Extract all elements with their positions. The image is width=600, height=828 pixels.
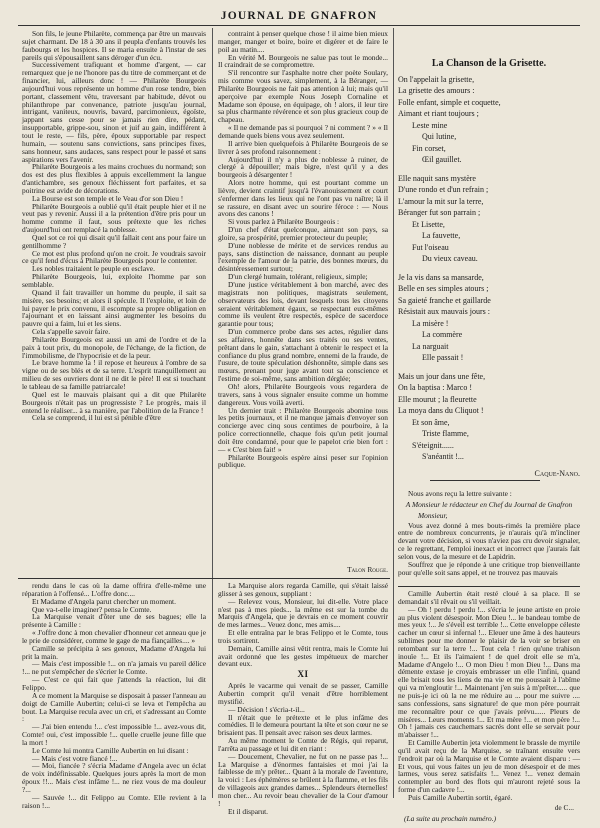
article-paragraph: « Il ne demande pas si pourquoi ? ni comment ? » « Il demande quels biens vous avez seulement.	[218, 123, 388, 140]
feuilleton-column-2-part-2	[218, 682, 388, 815]
article-paragraph: D'une noblesse de mérite et de services rendus au pays, sans distinction de naissance, donnant au peuple l'exemple de l'amour de la patrie, des bonnes mœurs, du désintéressement surtout;	[218, 240, 388, 274]
feuilleton-paragraph: Il n'était que le prétexte et le plus infâme des comédies. Il le demeura pourtant la tête et son cœur ne se brisaient pas. Il pensait avec raison ses deux larmes.	[218, 712, 388, 738]
letter-paragraph: Souffrez que je réponde à une critique trop bienveillante pour qu'elle soit sans appel, et ne trouvez pas mauvais	[398, 559, 580, 577]
poem-line: Folle enfant, simple et coquette,	[398, 97, 501, 107]
feuilleton-paragraph: Et Camille Aubertin jeta violemment le brassle de myrtile qu'il avait reçu de la Marquise, se traînant ensuite vers l'endroit par où la Marquise et le Comte avaient disparu : — Et vous, qui vous faites un jeu de mon désespoir et de mes larmes, vous serez satisfaits !... Venez !... venez demain contempler au bord des flots qui m'auront rejeté sous la forme d'un cadavre !...	[398, 738, 580, 795]
poem-line: On la baptisa : Marco !	[398, 383, 472, 393]
poem-line: Du vieux caveau.	[422, 254, 478, 264]
article-paragraph: D'un commerce probe dans ses actes, régulier dans ses affaires, honnête dans ses traités ou ses ventes, prêtant dans le gain, s'attachant à obtenir le respect et la confiance du plus grand nombre, ennemi de la fraude, de l'usure, de toute spéculation déshonnête, simple dans ses mœurs, prenant pour juge avant tout sa conscience et l'estime de soi-même, sans ambition dérglée;	[218, 327, 388, 384]
feuilleton-paragraph: La Marquise venait d'ôter une de ses bagues; elle la présente à Camille :	[22, 612, 206, 630]
feuilleton-paragraph: rendu dans le cas où la dame offrira d'elle-même une réparation à l'offensé... L'offre donc....	[22, 581, 206, 598]
column-2-article	[218, 30, 388, 566]
poem-line: Fin corset,	[412, 143, 446, 153]
article-paragraph: Successivement trafiquant et homme d'argent, — car remarquez que je ne l'honore pas du titre de commerçant et de financier, lui, ailleurs donc ! — Philarète Bourgeois aujourd'hui vous représente un homme d'un rose tendre, bien portant, classement vêtu, traversant par habitude, dévot ou philanthrope par convenance, patriote jusqu'au journal, intrigant, vaniteux, nouvris, bavard, parcimonieux, égoïste, jappant sans cesse pour se jamais rien dire, pédant, insupportable, grippe-sou, sinon et juif au gain, indifférent à tout le reste, — fils, père, époux supportable par respect humain, — soutenu sans convictions, sans principes fixes, sans honneur, sans audaces, sans respect pour le passé et sans aspirations vers l'avenir.	[22, 60, 206, 164]
column-1-article	[22, 30, 206, 574]
feuilleton-paragraph: — Moi, fiancée ? s'écria Madame d'Angela avec un éclat de voix indéfinissable. Quelques jours après la mort de mon époux !!... Mais c'est infâme !... ne riez vous de ma douleur ?...	[22, 761, 206, 794]
feuilleton-paragraph: Et Madame d'Angela parut chercher un moment.	[32, 596, 176, 606]
chapter-heading: XI	[297, 669, 309, 680]
poem-line: Belle en ses simples atours ;	[398, 284, 489, 294]
poem-line: Résistait aux mauvais jours :	[398, 307, 490, 317]
feuilleton-column-2	[218, 581, 388, 816]
letter-section	[398, 490, 580, 586]
feuilleton-paragraph: Puis Camille Aubertin sortit, égaré.	[408, 792, 513, 802]
poem-rule	[430, 480, 540, 481]
poem-line: On l'appelait la grisette,	[398, 74, 475, 84]
poem-stanza	[398, 173, 580, 265]
poem-line: Fut l'oiseau	[412, 242, 449, 252]
journal-title: JOURNAL DE GNAFRON	[220, 10, 378, 22]
poem-line: La fauvette,	[422, 231, 461, 241]
poem-line: La misère !	[412, 318, 449, 328]
poem-line: Et son âme,	[412, 417, 450, 427]
feuilleton-paragraph: — Mais c'est impossible !... on n'a jamais vu pareil délice !... ne put s'empêcher de s'écrier le Comte.	[22, 659, 206, 677]
feuilleton-paragraph: Demain, Camille ainsi vêtit rentra, mais le Comte lui avait ordonné que les gestes impétueux de marcher devant eux.	[218, 643, 388, 669]
article-paragraph: contraint à penser quelque chose ! il aime bien mieux manger, manger et boire, boire et digérer et de faire le poil au matin....	[218, 29, 388, 54]
poem-line: S'anéantit !...	[422, 452, 464, 462]
feuilleton-paragraph: Que va-t-elle imaginer? pensa le Comte.	[32, 604, 152, 614]
poem-line: La narguait	[412, 341, 449, 351]
feuilleton-paragraph: A ce moment la Marquise se disposait à passer l'anneau au doigt de Camille Aubertin; celui-ci se leva et l'empêcha au bout. La Marquise recula avec un cri, et s'adressant au Comte :	[22, 690, 206, 724]
article-paragraph: Si vous parlez à Philarète Bourgeois :	[228, 217, 340, 227]
poem-line: La grisette des amours :	[398, 86, 475, 96]
feuilleton-column-2-part-1	[218, 582, 388, 668]
article-paragraph: S'il rencontre sur l'asphalte notre cher poète Soulary, mis comme vous savez, simplement, à la Béranger, — Philarète Bourgeois ne fait pas attention à lui; mais qu'il aperçoive par exemple Nous Joseph Cornaline et Madame son épouse, en équipage, oh ! alors, il leur tire sa plus charmante révérence et son plus gracieux coup de chapeau.	[218, 68, 388, 125]
to-be-continued: (La suite au prochain numéro.)	[404, 813, 497, 823]
column-2-signature-box	[218, 566, 388, 576]
poem-line: Je la vis dans sa mansarde,	[398, 272, 484, 282]
poem-line: Mais un jour dans une fête,	[398, 371, 486, 381]
article-paragraph: Son fils, le jeune Philarète, commença par être un mauvais sujet charmant. De 18 à 30 ans il peupla d'enfants trouvés les faubourgs et les hospices. Il se maria ensuite à l'instar de ses pareils qui s'épousaillent sans déroger d'un écu.	[22, 29, 206, 62]
poem-line: La moya dans du Cliquot !	[398, 406, 484, 416]
article-paragraph: Le brave homme la ! il repose et heureux à l'ombre de sa vigne ou de ses blés et de sa terre. L'esprit tranquillement au milieu de ses ouvriers dont il ne dit le père! Il est si touchant le tableau de sa famille patriarcale!	[22, 358, 206, 391]
letter-intro: Nous avons reçu la lettre suivante :	[408, 489, 512, 498]
article-paragraph: La Bourse est son temple et le Veau d'or son Dieu !	[32, 193, 184, 203]
poem-line: Elle naquit sans mystère	[398, 173, 476, 183]
feuilleton-paragraph: — Oh ! perdu ! perdu !... s'écria le jeune artiste en proie au plus violent désespoir. Mon Dieu !... le bandeau tombe de mes yeux !... Je s'éveil est terrible !... Cette enveloppe céleste cacher un cœur si infernal !... Eleuer une âme à des hauteurs sublimes pour me donner le plaisir de la voir se briser en retombant sur la terre !... Tout cela ! rien qu'une trahison inouïe !... Et ils l'aimaient ! de quel droit elle se m'a, Madame d'Angelo !... O mon Dieu ! mon Dieu !... Dans ma démente extase je croyais embrasser un elle l'infini, quand elle brisait tous les liens de ma vie et me poussait à l'abîme qui va m'engloutir !... Maintenant j'en suis à m'prêter...... que ne puis-je ici où la ne me réduire au ... pour me suivre .... sans confessions, sans signature! de que mon père pourrait me reconnaître pour ce que j'avais prévu...... Pleurs de misères... Leurs moments !... Et ma mère !... et mon père !... Oh ! jamais ces cauchemars sacrés dont elle se servait pour m'abaisser !...	[398, 604, 580, 740]
letter-paragraph: Vous avez donné à mes bouts-rimés la première place entre de nombreux concurrents, je n'aurais qu'à m'incliner devant votre décision, si vous n'aviez pas cru devoir signaler, ce le regrettant, l'emploi inexact et incorrect que j'aurais fait selon vous, de la mesure et de Lapidrin.	[398, 520, 580, 561]
feuilleton-paragraph: Camille se précipita à ses genoux, Madame d'Angela lui prit la main.	[22, 643, 206, 661]
feuilleton-paragraph: Et il disparut.	[228, 806, 269, 816]
poem-stanza	[398, 74, 580, 166]
feuilleton-paragraph: « J'offre donc à mon chevalier d'honneur cet anneau que je le prie de considérer, comme le gage de ma fiançailles.... »	[22, 628, 206, 645]
poem-line: Qui lutine,	[422, 132, 457, 142]
article-paragraph: Cela s'appelle savoir faire.	[32, 327, 111, 337]
feuilleton-column-3-text	[398, 590, 580, 802]
feuilleton-column-1	[22, 581, 206, 810]
article-paragraph: Il arrive bien quelquefois à Philarète Bourgeois de se livrer à ses profond raisonnement :	[218, 138, 388, 156]
poem-signature: Caque-Nano.	[534, 468, 580, 478]
letter-address: A Monsieur le rédacteur en Chef du Journal de Gnafron	[405, 499, 573, 509]
page-header	[18, 4, 580, 26]
poem-line: Et Lisette,	[412, 219, 445, 229]
article-paragraph: Alors notre homme, qui est pourtant comme un lièvre, devient craintif jusqu'à l'évanouissement et court s'enfermer dans les lieux qui ne l'ont pas vu naître; là il se rassure, en disant avec un sourire féroce : — Nous avons des canons !	[218, 178, 388, 219]
letter-salutation: Monsieur,	[418, 510, 448, 520]
poem-title: La Chanson de la Grisette.	[431, 58, 547, 69]
feuilleton-paragraph: Camille Aubertin était resté cloué à sa place. Il se demandait s'il rêvait ou s'il veillait.	[398, 589, 580, 606]
article-paragraph: Quel est le mauvais plaisant qui a dit que Philarète Bourgeois n'était pas un progressiste ? Le progrès, mais il entend le réaliser... à sa manière, par l'abolition de la France !	[22, 389, 206, 415]
poem-line: Aimant et riant toujours ;	[398, 109, 479, 119]
poem-line: S'éteignit......	[412, 440, 454, 450]
article-paragraph: Aujourd'hui il n'y a plus de noblesse à ruiner, de clergé à dépouiller; mais bigre, n'est qu'il y a des bourgeois à désargenter !	[218, 154, 388, 180]
col3-rule	[398, 586, 580, 587]
article-paragraph: Cela se comprend, il lui est si pénible d'être	[32, 413, 161, 423]
poem-stanza	[398, 371, 580, 463]
feuilleton-paragraph: — Doucement, Chevalier, ne fut on ne passe pas !... La Marquise a d'énormes fantaisies et moi j'ai la faiblesse de m'y prêter... Quant à la morale de l'aventure, la voici : Les éphémères se brûlent à la flamme, et les fils de villageois aux grandes dames... Splendeurs éternelles! mon cher... Au revoir beau chevalier de la Cour d'amour !	[218, 751, 388, 808]
poem-line: Leste mine	[412, 120, 448, 130]
feuilleton-rule	[18, 578, 390, 579]
feuilleton-column-3	[398, 589, 580, 823]
poem-stanza	[398, 272, 580, 364]
feuilleton-paragraph: Après le vacarme qui venait de se passer, Camille Aubertin comprit qu'il venait d'être horriblement mystifié.	[218, 681, 388, 706]
poem-line: La commère	[422, 330, 463, 340]
poem-body	[398, 74, 580, 463]
article-paragraph: Quel sot ce roi qui disait qu'il fallait cent ans pour faire un gentilhomme ?	[22, 232, 206, 250]
article-paragraph: Ce mot est plus profond qu'on ne croit. Je voudrais savoir ce qu'il fend d'écus à Philarète Bourgeois pour le contenter.	[22, 248, 206, 266]
article-paragraph: Oh! alors, Philarète Bourgeois vous regardera de travers, sans à vous signaler ensuite comme un homme dangereux. Vous voilà averti.	[218, 381, 388, 407]
article-paragraph: D'un chef d'état quelconque, aimant son pays, sa gloire, sa prospérité, premier protecteur du peuple;	[218, 225, 388, 242]
poem-line: Béranger fut son parrain ;	[398, 208, 481, 218]
column-divider-2	[393, 28, 394, 798]
article-paragraph: D'une justice véritablement à bon marché, avec des magistrats non politiques, magistrats seulement, observateurs des lois, devant lesquels tous les citoyens seraient véritablement égaux, se respectant eux-mêmes comme ils veulent être respectés, espèce de sacerdoce garantie pour tous;	[218, 280, 388, 329]
article-paragraph: Philarète Bourgeois espère ainsi peser sur l'opinion publique.	[218, 452, 388, 470]
feuilleton-paragraph: — Mais c'est votre fiancé !...	[32, 753, 118, 763]
poem-line: Elle passait !	[422, 353, 464, 363]
article-paragraph: Un dernier trait : Philarète Bourgeois abomine tous les petits journaux, et il ne manque jamais d'envoyer son concierge avec cinq sous centimes de pourboire, à la police correctionnelle, chaque fois qu'un petit journal doit être condamné, pour que le papelot crie bien fort : — « C'est bien fait! »	[218, 405, 388, 454]
article-signature: Talon Rouge.	[347, 565, 388, 574]
article-paragraph: Les nobles traitaient le peuple en esclave.	[32, 264, 155, 274]
article-paragraph: Philarète Bourgeois a les mains crochues du normand; son dos est des plus flexibles à appuis excellemment la langue d'antichambre, ses genoux fléchissent fort parfaites, et sa poitrine est avide de décorations.	[22, 162, 206, 195]
feuilleton-paragraph: — Sauvée !... dit Felippo au Comte. Elle revient à la raison !...	[22, 792, 206, 810]
feuilleton-paragraph: Le Comte lui montra Camille Aubertin en lui disant :	[32, 745, 189, 755]
column-divider-1	[212, 28, 213, 798]
poem-line: L'amour la mit sur la terre,	[398, 196, 484, 206]
article-paragraph: Philarète Bourgeois a oublié qu'il était peuple hier et il ne veut pas y revenir. Aussi il a la prétention d'être pris pour un homme comme il faut, sous prétexte que les riches d'aujourd'hui ont remplacé la noblesse.	[22, 201, 206, 235]
poem-line: Sa gaieté franche et gaillarde	[398, 295, 491, 305]
article-paragraph: Philarète Bourgeois, lui, exploite l'homme par son semblable.	[22, 272, 206, 289]
feuilleton-paragraph: Et elle entraîna par le bras Felippo et le Comte, tous trois sortirent.	[218, 628, 388, 645]
poem-line: Triste flamme,	[422, 429, 469, 439]
feuilleton-paragraph: — J'ai bien entendu !... c'est impossible !... avez-vous dit, Comte! oui, c'est impossible !... quelle cruelle jeune fille que la mort !	[22, 722, 206, 747]
article-paragraph: Philarète Bourgeois est aussi un ami de l'ordre et de la paix à tout prix, du monopole, de l'échange, de la fiction, de l'immobilisme, de l'hypocrisie et de la peur.	[22, 334, 206, 360]
feuilleton-paragraph: — Décision ! s'écria-t-il...	[228, 704, 305, 714]
feuilleton-signature: de C...	[554, 802, 574, 812]
header-rule	[18, 25, 580, 26]
poem-line: D'une rondo et d'un refrain ;	[398, 185, 489, 195]
poem-line: Œil gauillet.	[422, 155, 462, 165]
feuilleton-paragraph: — Relevez vous, Monsieur, lui dit-elle. Votre place n'est pas à mes pieds... la même est sur la tombe du Marquis d'Angela, que je devrais en ce moment couvrir de mes larmes... Veuez donc, mes amis....	[218, 596, 388, 630]
feuilleton-paragraph: La Marquise alors regarda Camille, qui s'était laissé glisser à ses genoux, suppliant :	[218, 581, 388, 598]
feuilleton-paragraph: — C'est ce qui fait que j'attends la réaction, lui dit Felippo.	[22, 675, 206, 692]
letter-paragraphs	[398, 522, 580, 577]
article-paragraph: D'un clergé humain, tolérant, religieux, simple;	[228, 272, 368, 282]
poem-line: Elle mourut ; la fleurette	[398, 394, 477, 404]
poem-section	[398, 56, 580, 478]
article-paragraph: Quand il fait travailler un homme du peuple, il sait sa misère, ses besoins; et alors il spécule. Il l'exploite, et loin de lui payer le prix convenu, il escompte sa propre obligation en l'ajournant et en laissant ainsi augmenter les besoins du pauvre qui a faim, lui et les siens.	[22, 287, 206, 329]
feuilleton-paragraph: Au même moment le Comte de Régis, qui reparut, l'arrêta au passage et lui dit en riant :	[218, 736, 388, 753]
article-paragraph: En vérité M. Bourgeois ne salue pas tout le monde... Il craindrait de se compromettre.	[218, 52, 388, 70]
